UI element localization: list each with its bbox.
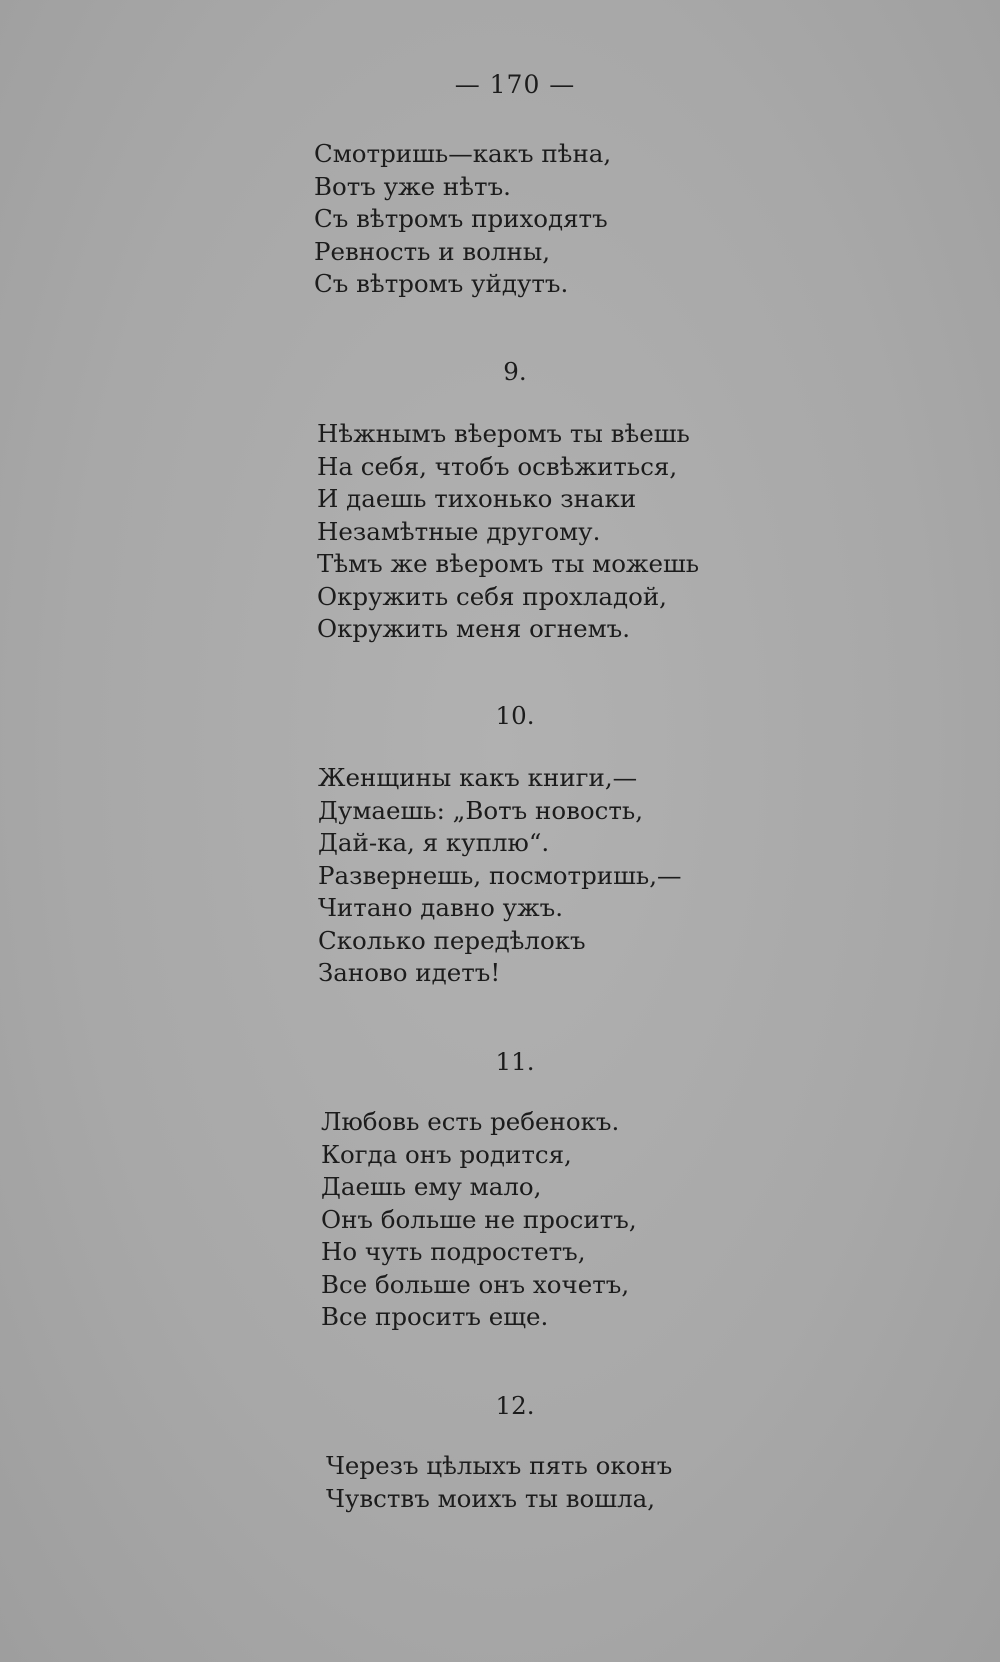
poem-line: Все проситъ еще. <box>321 1302 549 1331</box>
poem-9-text <box>317 418 699 646</box>
poem-line: На себя, чтобъ освѣжиться, <box>317 451 678 481</box>
poem-number: 10. <box>495 701 535 730</box>
page-number: — 170 — <box>454 70 576 99</box>
poem-11-text <box>321 1106 637 1334</box>
poem-line: Женщины какъ книги,— <box>318 763 638 792</box>
poem-number: 12. <box>495 1391 535 1420</box>
poem-10-text <box>318 762 682 990</box>
poem-line: Съ вѣтромъ уйдутъ. <box>314 269 569 298</box>
poem-line: Развернешь, посмотришь,— <box>318 860 682 890</box>
poem-line: Чувствъ моихъ ты вошла, <box>326 1483 656 1513</box>
poem-line: Окружить меня огнемъ. <box>317 614 631 643</box>
poem-number: 9. <box>503 357 527 386</box>
poem-line: Нѣжнымъ вѣеромъ ты вѣешь <box>317 419 690 448</box>
poem-line: Сколько передѣлокъ <box>318 925 586 955</box>
poem-line: Тѣмъ же вѣеромъ ты можешь <box>317 549 700 578</box>
poem-line: Когда онъ родится, <box>321 1139 572 1169</box>
poem-12-text <box>326 1450 672 1515</box>
poem-line: Окружить себя прохладой, <box>317 581 667 611</box>
poem-line: Все больше онъ хочетъ, <box>321 1269 630 1299</box>
poem-line: Дай-ка, я куплю“. <box>318 828 550 857</box>
poem-line: Читано давно ужъ. <box>318 893 563 922</box>
poem-line: Незамѣтные другому. <box>317 516 601 546</box>
poem-line: Черезъ цѣлыхъ пять оконъ <box>326 1451 673 1480</box>
poem-line: Но чуть подростетъ, <box>321 1237 586 1266</box>
poem-line: Заново идетъ! <box>318 958 501 987</box>
poem-line: И даешь тихонько знаки <box>317 484 637 513</box>
poem-line: Даешь ему мало, <box>321 1172 542 1201</box>
poem-line: Съ вѣтромъ приходятъ <box>314 204 608 233</box>
poem-number: 11. <box>495 1047 535 1076</box>
poem-line: Любовь есть ребенокъ. <box>321 1107 620 1136</box>
poem-line: Ревность и волны, <box>314 236 551 266</box>
opening-stanza <box>314 138 611 301</box>
poem-line: Вотъ уже нѣтъ. <box>314 171 511 201</box>
poem-line: Онъ больше не проситъ, <box>321 1204 637 1234</box>
poem-line: Смотришь—какъ пѣна, <box>314 139 612 168</box>
poem-line: Думаешь: „Вотъ новость, <box>318 795 644 825</box>
